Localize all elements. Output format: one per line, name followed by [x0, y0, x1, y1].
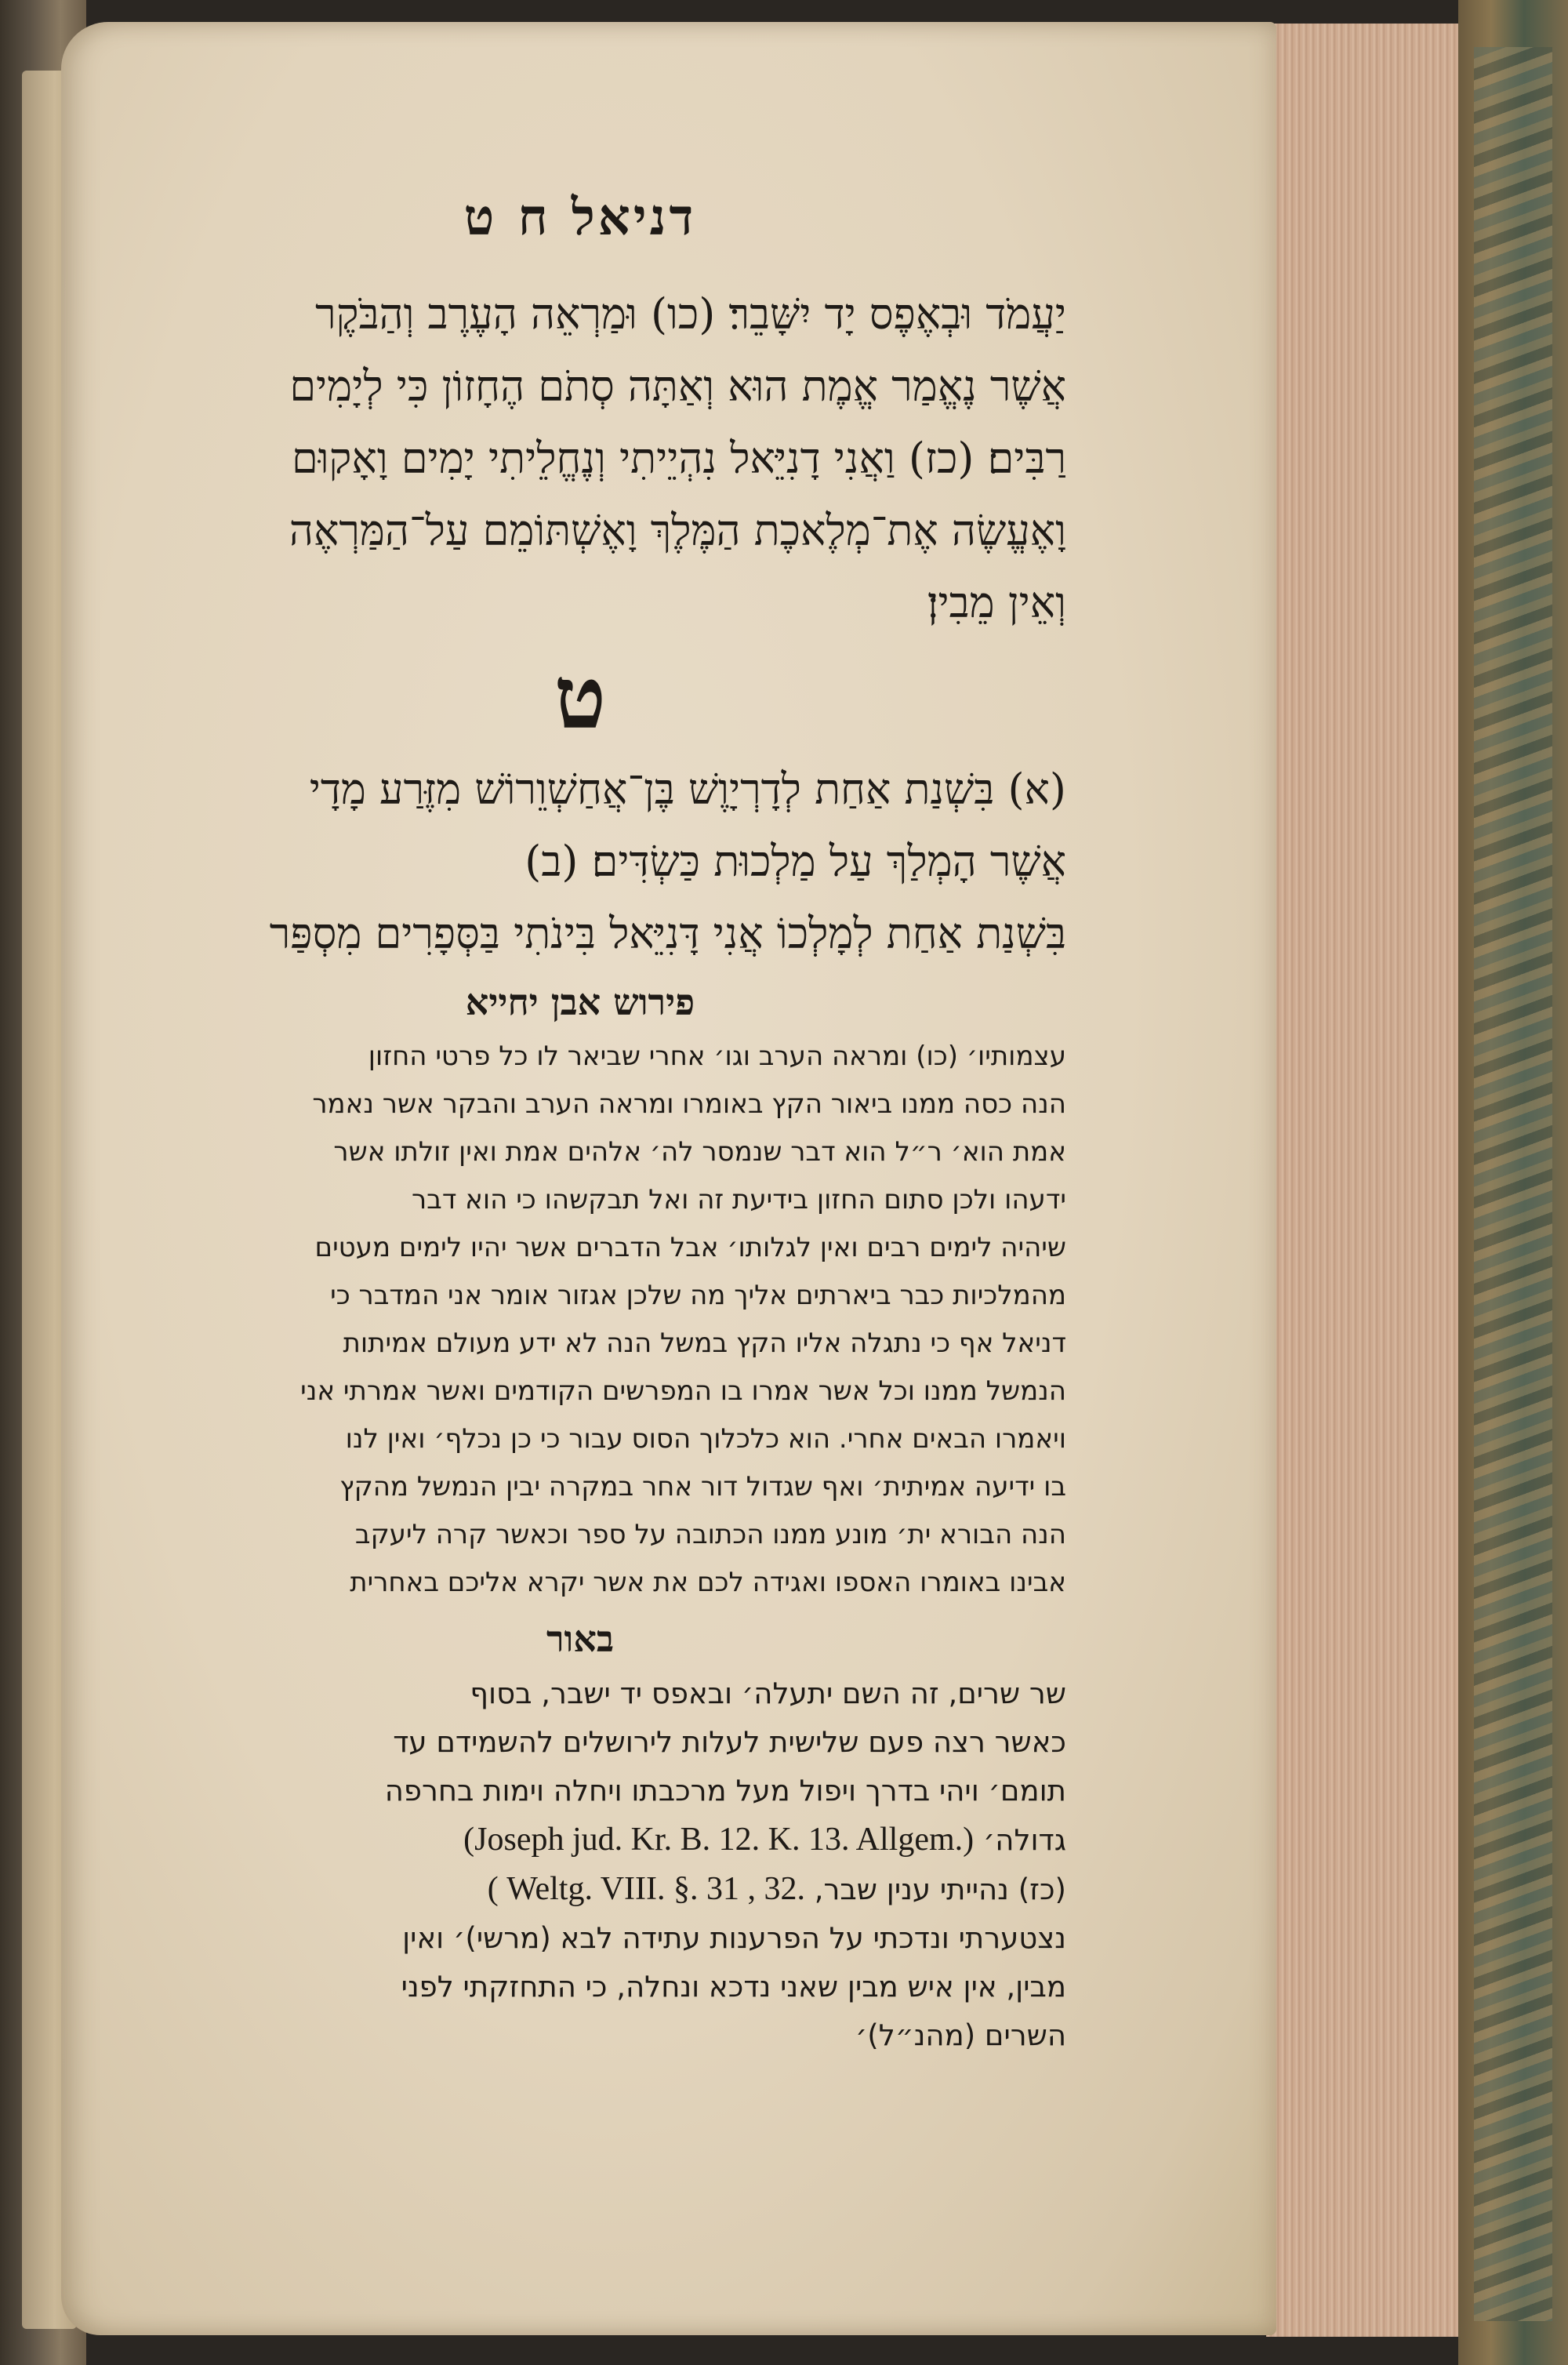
- chapter-number: ט: [554, 647, 607, 748]
- biur-line: [94, 1815, 1066, 1865]
- biur-line: שר שרים, זה השם יתעלה׳ ובאפס יד ישבר, בסוף: [470, 1677, 1066, 1710]
- commentary-line: הנה כסה ממנו ביאור הקץ באומרו ומראה הערב והבקר אשר נאמר: [312, 1088, 1066, 1120]
- verse-line: (א) בִּשְׁנַת אַחַת לְדָרְיָוֶשׁ בֶּן־אֲחַשְׁוֵרוֹשׁ מִזֶּרַע מָדָי: [309, 765, 1066, 814]
- commentary-line: דניאל אף כי נתגלה אליו הקץ במשל הנה לא ידע מעולם אמיתות: [343, 1328, 1066, 1359]
- page-content: [94, 188, 1066, 2060]
- commentary-line: מהמלכיות כבר ביארתים אליך מה שלכן אגזור אומר אני המדבר כי: [330, 1280, 1066, 1311]
- commentary-line: שיהיה לימים רבים ואין לגלותו׳ אבל הדברים אשר יהיו לימים מעטים: [314, 1232, 1066, 1263]
- latin-citation: (Joseph jud. Kr. B. 12. K. 13. Allgem.): [463, 1822, 975, 1858]
- commentary-line: הנה הבורא ית׳ מונע ממנו הכתובה על ספר וכאשר קרה ליעקב: [354, 1519, 1066, 1550]
- verse-line: וָאֶעֱשֶׂה אֶת־מְלֶאכֶת הַמֶּלֶךְ וָאֶשְׁתּוֹמֵם עַל־הַמַּרְאֶה: [289, 506, 1066, 555]
- marbled-cover-pattern: [1474, 47, 1552, 2321]
- biur-line: השרים (מהנ״ל)׳: [855, 2018, 1066, 2052]
- biur-line: מבין, אין איש מבין שאני נדכא ונחלה, כי התחזקתי לפני: [401, 1970, 1066, 2004]
- bible-text-chapter-9: [94, 754, 1066, 970]
- biur-heading: באור: [546, 1618, 615, 1660]
- bible-text-chapter-8: [94, 278, 1066, 639]
- biur-line: תומם׳ ויהי בדרך ויפול מעל מרכבתו ויחלה וימות בחרפה: [384, 1774, 1066, 1807]
- commentary-line: עצמותיו׳ (כו) ומראה הערב וגו׳ אחרי שביאר לו כל פרטי החזון: [368, 1041, 1066, 1072]
- biur-line: [94, 1865, 1066, 1914]
- commentary-line: הנמשל ממנו וכל אשר אמרו בו המפרשים הקודמים ואשר אמרתי אני: [300, 1375, 1066, 1407]
- page-fore-edge: [1266, 24, 1478, 2337]
- commentary-line: אמת הוא׳ ר״ל הוא דבר שנמסר לה׳ אלהים אמת ואין זולתו אשר: [333, 1136, 1066, 1168]
- verse-line: אֲשֶׁר הָמְלַךְ עַל מַלְכוּת כַּשְׂדִּים׃ (ב): [524, 837, 1066, 886]
- verse-line: רַבִּים׃ (כז) וַאֲנִי דָנִיֵּאל נִהְיֵיתִי וְנֶחֱלֵיתִי יָמִים וָאָקוּם: [292, 434, 1066, 483]
- running-head: דניאל ח ט: [463, 188, 697, 247]
- commentary-line: בו ידיעה אמיתית׳ ואף שגדול דור אחר במקרה יבין הנמשל מהקץ: [339, 1471, 1066, 1502]
- commentary-line: ידעהו ולכן סתום החזון בידיעת זה ואל תבקשהו כי הוא דבר: [411, 1184, 1066, 1215]
- verse-line: יַעֲמֹד וּבְאֶפֶס יָד יִשָּׁבֵר׃ (כו) וּמַרְאֵה הָעֶרֶב וְהַבֹּקֶר: [315, 289, 1066, 339]
- commentary-text: [94, 1033, 1066, 1607]
- commentary-line: אבינו באומרו האספו ואגידה לכם את אשר יקרא אליכם באחרית: [350, 1567, 1066, 1598]
- commentary-heading: פירוש אבן יחייא: [465, 981, 695, 1023]
- verse-line: אֲשֶׁר נֶאֱמַר אֱמֶת הוּא וְאַתָּה סְתֹם הֶחָזוֹן כִּי לְיָמִים: [289, 361, 1066, 411]
- latin-citation: ( Weltg. VIII. §. 31 , 32.: [487, 1871, 805, 1907]
- biur-line-text: גדולה׳: [982, 1823, 1066, 1857]
- biur-line-text: (כז) נהייתי ענין שבר,: [814, 1873, 1066, 1906]
- commentary-line: ויאמרו הבאים אחרי. הוא כלכלוך הסוס עבור כי כן נכלף׳ ואין לנו: [345, 1423, 1066, 1455]
- biur-line: נצטערתי ונדכתי על הפרענות עתידה לבא (מרשי)׳ ואין: [402, 1921, 1066, 1955]
- biur-text: [94, 1669, 1066, 2060]
- verse-line: וְאֵין מֵבִין׃: [927, 578, 1066, 627]
- biur-line: כאשר רצה פעם שלישית לעלות לירושלים להשמידם עד: [393, 1725, 1066, 1759]
- verse-line: בִּשְׁנַת אַחַת לְמָלְכוֹ אֲנִי דָּנִיֵּאל בִּינֹתִי בַּסְּפָרִים מִסְפַּר: [269, 909, 1066, 958]
